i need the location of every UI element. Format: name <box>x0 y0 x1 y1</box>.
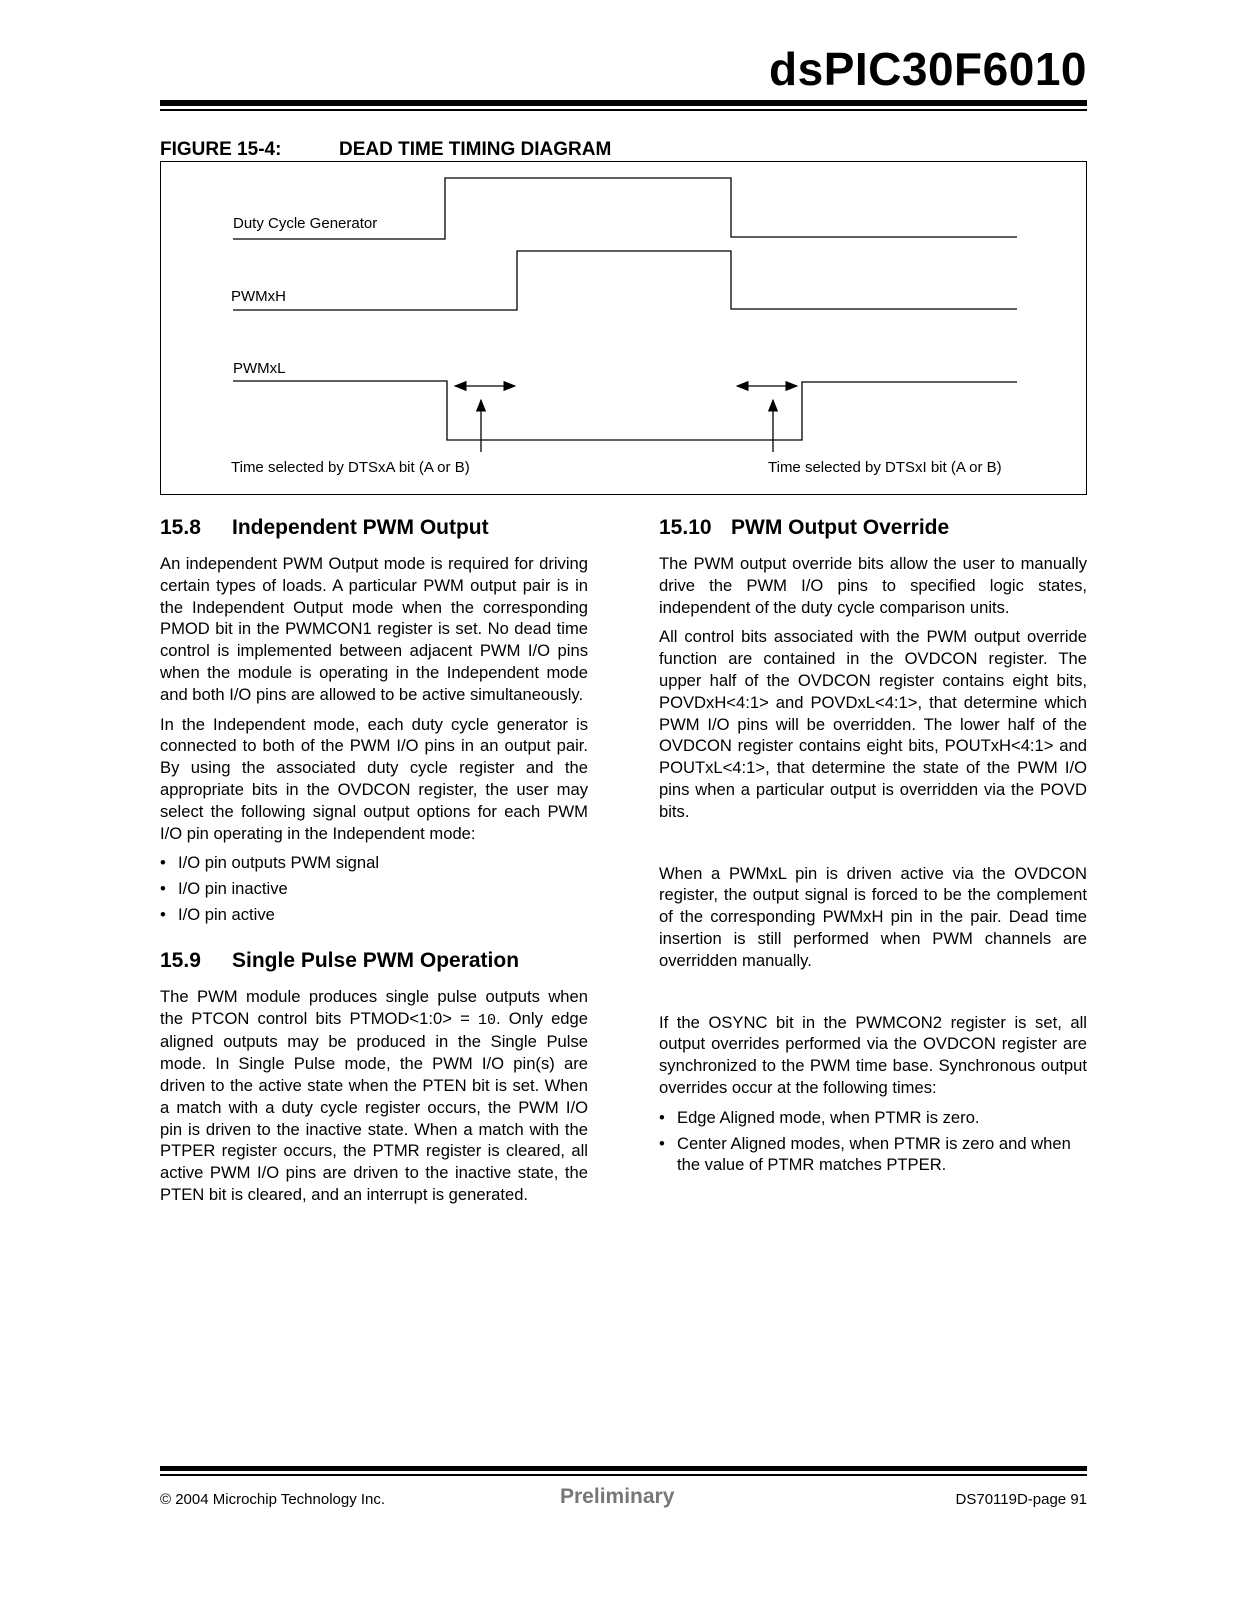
paragraph: In the Independent mode, each duty cycle generator is connected to both of the PWM I/O pins in an output pair. By using the associated duty cycle register and the appropriate bits in the OVDCON register, the user may select the following signal output options for each PWM I/O pin operating in the Independent mode: <box>160 714 588 843</box>
page-number: DS70119D-page 91 <box>955 1491 1087 1508</box>
pwmxh-waveform <box>233 251 1017 310</box>
paragraph: An independent PWM Output mode is required for driving certain types of loads. A particular PWM output pair is in the Independent Output mode when the corresponding PMOD bit in the PWMCON1 register is set. No dead time control is implemented between adjacent PWM I/O pins when the module is operating in the Independent mode and both I/O pins are allowed to be active simultaneously. <box>160 554 588 704</box>
paragraph <box>160 986 588 1206</box>
signal-label-duty-cycle: Duty Cycle Generator <box>233 215 378 232</box>
paragraph: When a PWMxL pin is driven active via the OVDCON register, the output signal is forced to be the complement of the corresponding PWMxH pin in the pair. Dead time insertion is still performed when PWM channels are overridden manually. <box>659 863 1087 970</box>
paragraph: If the OSYNC bit in the PWMCON2 register is set, all output overrides performed via the OVDCON register are synchronized to the PWM time base. Synchronous output overrides occur at the following times: <box>659 1012 1087 1097</box>
figure-title: DEAD TIME TIMING DIAGRAM <box>339 139 612 160</box>
list-item: • I/O pin active <box>160 904 588 926</box>
document-title: dsPIC30F6010 <box>769 43 1087 95</box>
header-rule-thin <box>160 109 1087 111</box>
figure-caption <box>160 139 612 161</box>
signal-label-pwmxh: PWMxH <box>231 288 286 305</box>
section-heading-15-9 <box>160 948 588 974</box>
annotation-dtsxi: Time selected by DTSxI bit (A or B) <box>768 459 1002 476</box>
figure-number: FIGURE 15-4: <box>160 139 282 160</box>
section-number: 15.9 <box>160 948 201 972</box>
header-rule-thick <box>160 100 1087 106</box>
list-item: • I/O pin outputs PWM signal <box>160 852 588 874</box>
timing-diagram-svg <box>161 162 1086 494</box>
code-value: 10 <box>477 1011 496 1029</box>
footer-rule-thin <box>160 1474 1087 1476</box>
list-item: • Center Aligned modes, when PTMR is zero and when the value of PTMR matches PTPER. <box>659 1133 1087 1177</box>
text-run: . Only edge aligned outputs may be produced in the Single Pulse mode. In Single Pulse mode, the PWM I/O pin(s) are driven to the active state when the PTEN bit is set. When a match with a duty cycle register occurs, the PWM I/O pin is driven to the inactive state. When a match with the PTPER register occurs, the PTMR register is cleared, all active PWM I/O pins are driven to the inactive state, the PTEN bit is cleared, and an interrupt is generated. <box>160 1008 588 1204</box>
section-number: 15.8 <box>160 516 201 539</box>
annotation-dtsxa: Time selected by DTSxA bit (A or B) <box>231 459 470 476</box>
list-item: • I/O pin inactive <box>160 878 588 900</box>
text-run: The PWM module produces single pulse outputs when the PTCON control bits PTMOD<1:0> = <box>160 986 588 1028</box>
list-item: • Edge Aligned mode, when PTMR is zero. <box>659 1107 1087 1129</box>
right-column <box>659 515 1087 1188</box>
section-title: Single Pulse PWM Operation <box>232 948 520 972</box>
bullet-list <box>160 852 588 925</box>
footer-rule-thick <box>160 1466 1087 1471</box>
left-column <box>160 515 588 1214</box>
preliminary-label: Preliminary <box>560 1485 675 1508</box>
section-heading-15-10 <box>659 515 1087 541</box>
section-heading-15-8 <box>160 515 588 541</box>
timing-diagram <box>160 161 1087 495</box>
bullet-list <box>659 1107 1087 1176</box>
paragraph: All control bits associated with the PWM output override function are contained in the OVDCON register. The upper half of the OVDCON register contains eight bits, POVDxH<4:1> and POVDxL<4:1>, that determine which PWM I/O pins will be overridden. The lower half of the OVDCON register contains eight bits, POUTxH<4:1> and POUTxL<4:1>, that determine the state of the PWM I/O pins when a particular output is overridden via the POVD bits. <box>659 627 1087 821</box>
section-title: Independent PWM Output <box>232 516 489 539</box>
pwmxl-waveform <box>233 381 1017 440</box>
signal-label-pwmxl: PWMxL <box>233 360 286 377</box>
paragraph: The PWM output override bits allow the user to manually drive the PWM I/O pins to specified logic states, independent of the duty cycle comparison units. <box>659 554 1087 617</box>
section-title: PWM Output Override <box>731 516 950 539</box>
section-number: 15.10 <box>659 516 712 539</box>
copyright: © 2004 Microchip Technology Inc. <box>160 1491 386 1508</box>
